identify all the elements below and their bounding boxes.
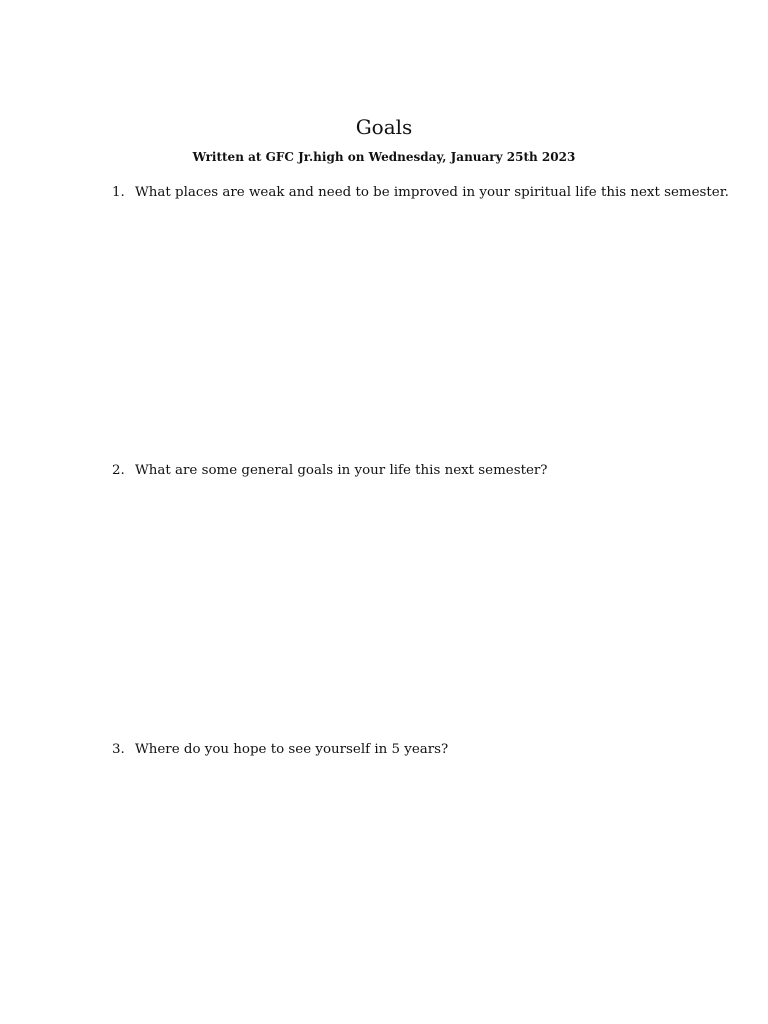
question-number: 2. [112, 463, 125, 478]
question-text: What are some general goals in your life this next semester? [135, 463, 548, 478]
question-item-3 [112, 741, 712, 759]
question-number: 3. [112, 742, 125, 757]
question-number: 1. [112, 185, 125, 200]
page-title: Goals [355, 115, 413, 139]
question-item-1 [112, 184, 729, 202]
question-item-2 [112, 462, 712, 480]
question-text: What places are weak and need to be improved in your spiritual life this next semester. [135, 185, 729, 200]
page-subtitle: Written at GFC Jr.high on Wednesday, January 25th 2023 [192, 150, 576, 164]
question-text: Where do you hope to see yourself in 5 years? [135, 742, 449, 757]
